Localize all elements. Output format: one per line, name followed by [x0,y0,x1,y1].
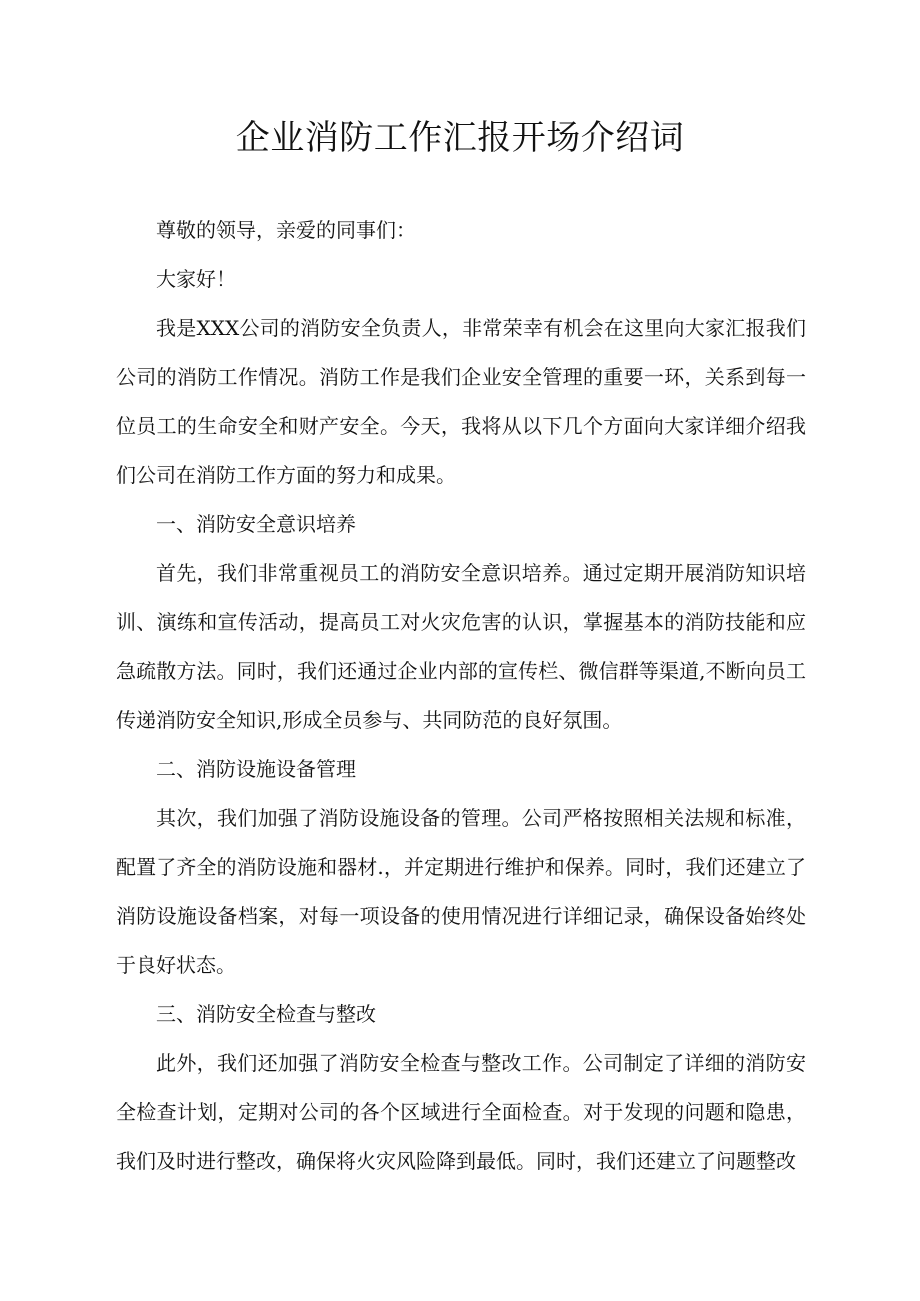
hello-paragraph: 大家好！ [156,267,236,291]
section-heading-3: 三、消防安全检查与整改 [156,1002,376,1026]
section-text-3: 此外，我们还加强了消防安全检查与整改工作。公司制定了详细的消防安全检查计划，定期对公司的各个区域进行全面检查。对于发现的问题和隐患，我们及时进行整改，确保将火灾风险降到最低。同时，我们还建立了问题整改 [116,1051,806,1173]
section-text-1: 首先，我们非常重视员工的消防安全意识培养。通过定期开展消防知识培训、演练和宣传活动，提高员工对火灾危害的认识，掌握基本的消防技能和应急疏散方法。同时，我们还通过企业内部的宣传栏、微信群等渠道,不断向员工传递消防安全知识,形成全员参与、共同防范的良好氛围。 [116,561,806,732]
document-title: 企业消防工作汇报开场介绍词 [235,118,685,158]
section-heading-1: 一、消防安全意识培养 [156,512,356,536]
greeting-paragraph: 尊敬的领导，亲爱的同事们： [156,218,416,242]
section-text-2: 其次，我们加强了消防设施设备的管理。公司严格按照相关法规和标准，配置了齐全的消防设施和器材.，并定期进行维护和保养。同时，我们还建立了消防设施设备档案，对每一项设备的使用情况进行详细记录，确保设备始终处于良好状态。 [116,806,806,977]
document-body [116,206,806,1186]
section-heading-2: 二、消防设施设备管理 [156,757,356,781]
intro-paragraph: 我是XXX公司的消防安全负责人，非常荣幸有机会在这里向大家汇报我们公司的消防工作情况。消防工作是我们企业安全管理的重要一环，关系到每一位员工的生命安全和财产安全。今天，我将从以下几个方面向大家详细介绍我们公司在消防工作方面的努力和成果。 [116,316,806,487]
